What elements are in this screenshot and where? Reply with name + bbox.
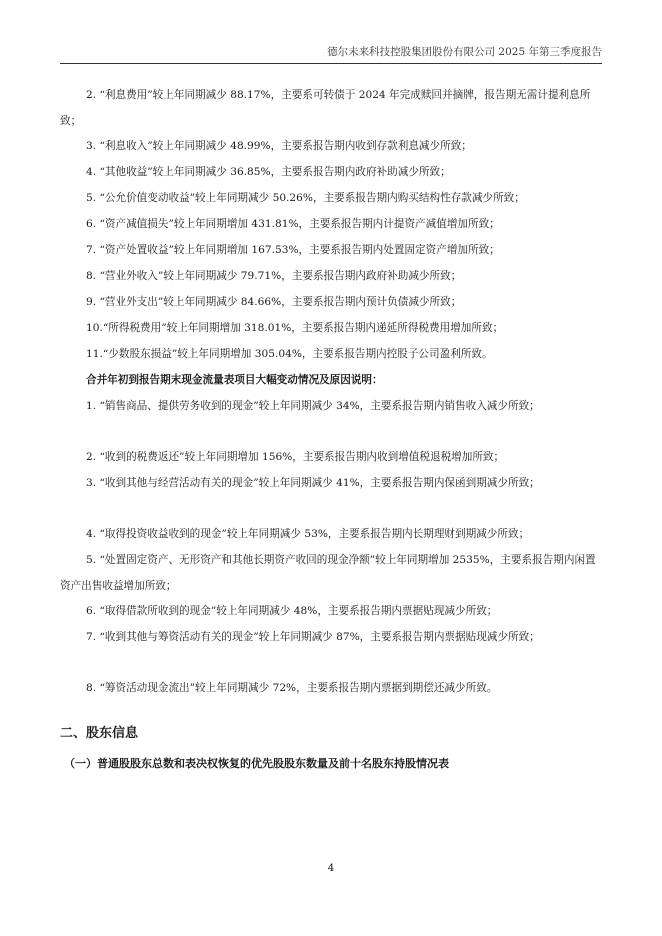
cashflow-item-7: 7. “收到其他与筹资活动有关的现金”较上年同期减少 87%，主要系报告期内票据贴现减少所致； (86, 631, 540, 643)
income-item-10: 10.“所得税费用”较上年同期增加 318.01%，主要系报告期内递延所得税费用增加所致； (86, 322, 504, 334)
cashflow-item-8: 8. “筹资活动现金流出”较上年同期减少 72%，主要系报告期内票据到期偿还减少所致。 (86, 682, 498, 694)
cashflow-item-2: 2. “收到的税费返还”较上年同期增加 156%，主要系报告期内收到增值税退税增加所致； (86, 451, 505, 463)
income-item-5: 5. “公允价值变动收益”较上年同期减少 50.26%，主要系报告期内购买结构性存款减少所致； (86, 192, 525, 204)
header-rule (60, 63, 602, 64)
income-item-6: 6. “资产减值损失”较上年同期增加 431.81%，主要系报告期内计提资产减值增加所致； (86, 218, 500, 230)
cashflow-item-1: 1. “销售商品、提供劳务收到的现金”较上年同期减少 34%，主要系报告期内销售收入减少所致； (86, 400, 540, 412)
income-item-7: 7. “资产处置收益”较上年同期增加 167.53%，主要系报告期内处置固定资产增加所致； (86, 244, 500, 256)
income-item-4: 4. “其他收益”较上年同期减少 36.85%，主要系报告期内政府补助减少所致； (86, 166, 451, 178)
cashflow-heading: 合并年初到报告期末现金流量表项目大幅变动情况及原因说明： (86, 374, 383, 386)
income-item-2: 2. “利息费用”较上年同期减少 88.17%，主要系可转债于 2024 年完成赎回并摘牌，报告期无需计提利息所致； (60, 89, 591, 127)
cashflow-item-4: 4. “取得投资收益收到的现金”较上年同期减少 53%，主要系报告期内长期理财到期减少所致； (86, 528, 530, 540)
income-item-8: 8. “营业外收入”较上年同期减少 79.71%，主要系报告期内政府补助减少所致； (86, 270, 462, 282)
header-title: 德尔未来科技控股集团股份有限公司 2025 年第三季度报告 (327, 46, 602, 58)
cashflow-item-5: 5. “处置固定资产、无形资产和其他长期资产收回的现金净额”较上年同期增加 2535%，主要系报告期内闲置资产出售收益增加所致； (60, 554, 596, 592)
page-number: 4 (327, 862, 335, 874)
cashflow-item-6: 6. “取得借款所收到的现金”较上年同期减少 48%，主要系报告期内票据贴现减少所致； (86, 605, 498, 617)
subsection-title: （一）普通股股东总数和表决权恢复的优先股股东数量及前十名股东持股情况表 (64, 757, 449, 770)
income-item-11: 11.“少数股东损益”较上年同期增加 305.04%，主要系报告期内控股子公司盈利所致。 (86, 348, 493, 360)
cashflow-item-3: 3. “收到其他与经营活动有关的现金”较上年同期减少 41%，主要系报告期内保函到期减少所致； (86, 477, 540, 489)
income-item-9: 9. “营业外支出”较上年同期减少 84.66%，主要系报告期内预计负债减少所致； (86, 296, 462, 308)
income-item-3: 3. “利息收入”较上年同期减少 48.99%，主要系报告期内收到存款利息减少所致； (86, 140, 472, 152)
section-title-shareholders: 二、股东信息 (60, 726, 139, 741)
